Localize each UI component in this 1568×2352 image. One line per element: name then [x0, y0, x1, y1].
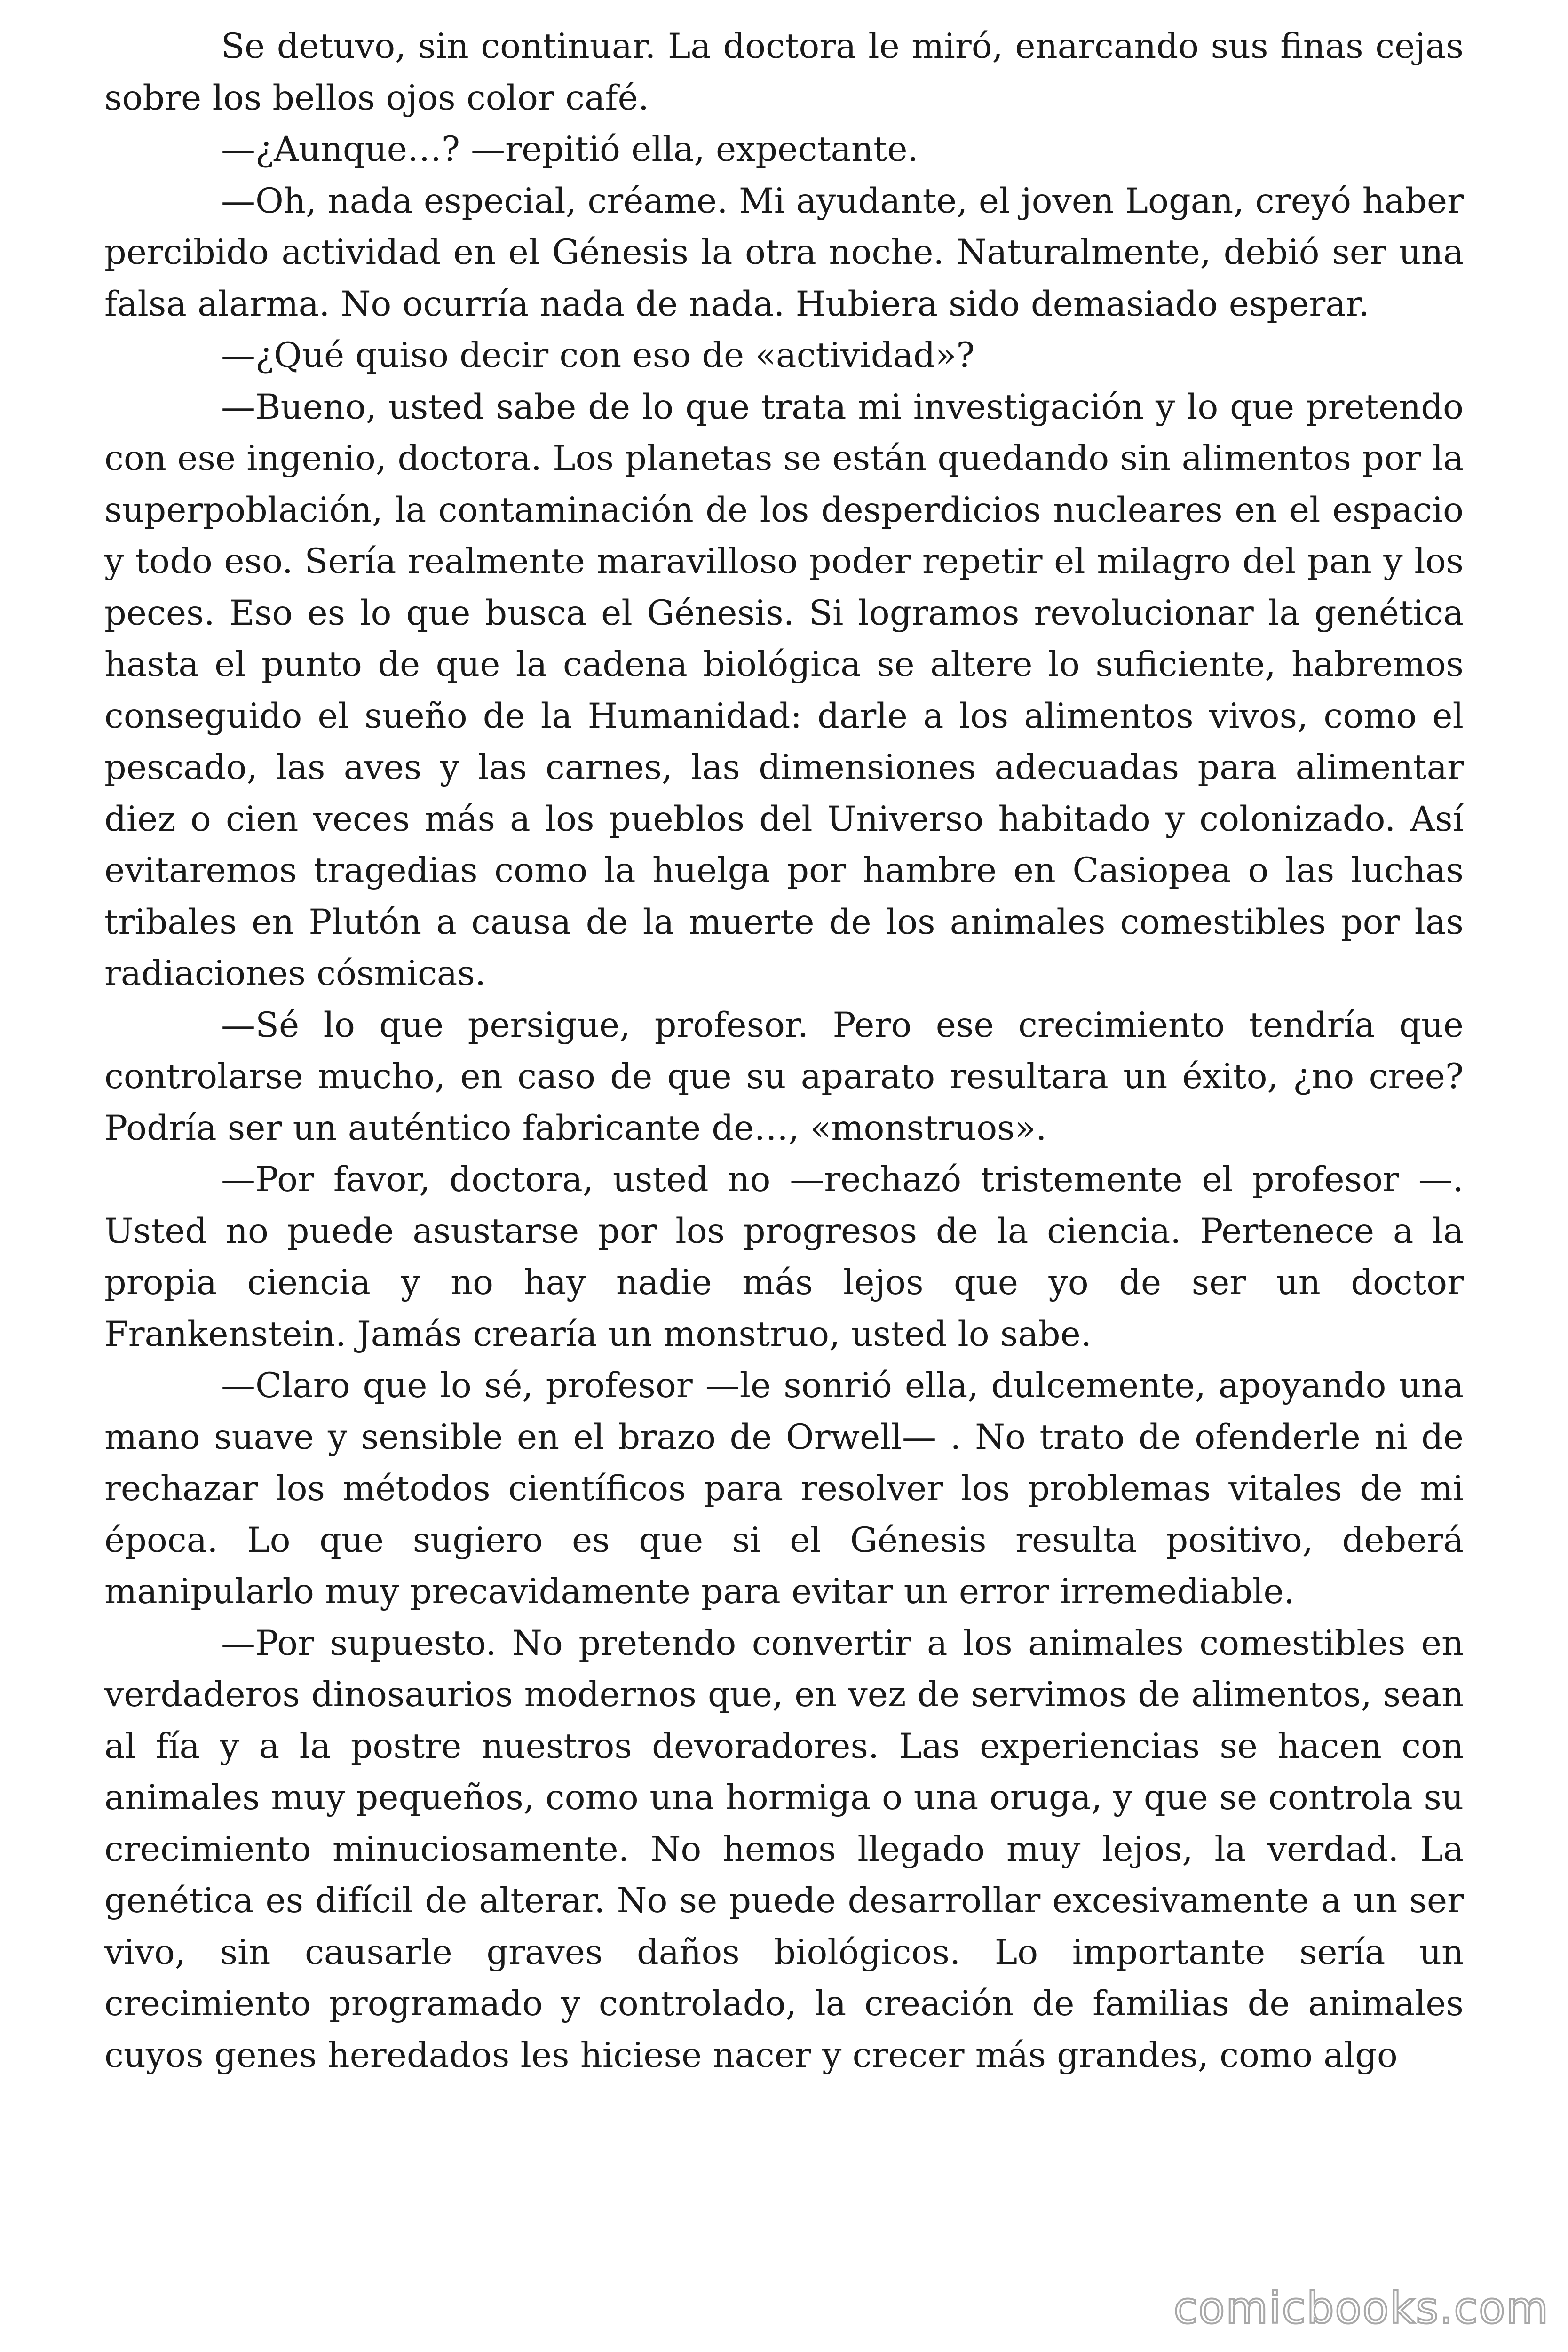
paragraph: —Claro que lo sé, profesor —le sonrió ella, dulcemente, apoyando una mano suave y sensible en el brazo de Orwell— . No trato de ofenderle ni de rechazar los métodos científicos para resolver los problemas vitales de mi época. Lo que sugiero es que si el Génesis resulta positivo, deberá manipularlo muy precavidamente para evitar un error irremediable. — [104, 1366, 1464, 1612]
paragraph: —¿Qué quiso decir con eso de «actividad»? — [221, 335, 975, 375]
watermark: comicbooks.com — [1173, 2283, 1549, 2333]
paragraph: Se detuvo, sin continuar. La doctora le miró, enarcando sus finas cejas sobre los bellos ojos color café. — [104, 26, 1464, 118]
paragraph: —¿Aunque…? —repitió ella, expectante. — [221, 129, 919, 169]
paragraph: —Oh, nada especial, créame. Mi ayudante, el joven Logan, creyó haber percibido actividad en el Génesis la otra noche. Naturalmente, debió ser una falsa alarma. No ocurría nada de nada. Hubiera sido demasiado esperar. — [104, 181, 1464, 324]
paragraph: —Bueno, usted sabe de lo que trata mi investigación y lo que pretendo con ese ingenio, doctora. Los planetas se están quedando sin alimentos por la superpoblación, la contaminación de los desperdicios nucleares en el espacio y todo eso. Sería realmente maravilloso poder repetir el milagro del pan y los peces. Eso es lo que busca el Génesis. Si logramos revolucionar la genética hasta el punto de que la cadena biológica se altere lo suficiente, habremos conseguido el sueño de la Humanidad: darle a los alimentos vivos, como el pescado, las aves y las carnes, las dimensiones adecuadas para alimentar diez o cien veces más a los pueblos del Universo habitado y colonizado. Así evitaremos tragedias como la huelga por hambre en Casiopea o las luchas tribales en Plutón a causa de la muerte de los animales comestibles por las radiaciones cósmicas. — [104, 387, 1464, 993]
page-body — [104, 21, 1464, 2081]
paragraph: —Por supuesto. No pretendo convertir a los animales comestibles en verdaderos dinosaurios modernos que, en vez de servimos de alimentos, sean al fía y a la postre nuestros devoradores. Las experiencias se hacen con animales muy pequeños, como una hormiga o una oruga, y que se controla su crecimiento minuciosamente. No hemos llegado muy lejos, la verdad. La genética es difícil de alterar. No se puede desarrollar excesivamente a un ser vivo, sin causarle graves daños biológicos. Lo importante sería un crecimiento programado y controlado, la creación de familias de animales cuyos genes heredados les hiciese nacer y crecer más grandes, como algo — [104, 1623, 1464, 2075]
paragraph: —Sé lo que persigue, profesor. Pero ese crecimiento tendría que controlarse mucho, en caso de que su aparato resultara un éxito, ¿no cree? Podría ser un auténtico fabricante de…, «monstruos». — [104, 1005, 1464, 1148]
paragraph: —Por favor, doctora, usted no —rechazó tristemente el profesor —. Usted no puede asustarse por los progresos de la ciencia. Pertenece a la propia ciencia y no hay nadie más lejos que yo de ser un doctor Frankenstein. Jamás crearía un monstruo, usted lo sabe. — [104, 1160, 1464, 1354]
